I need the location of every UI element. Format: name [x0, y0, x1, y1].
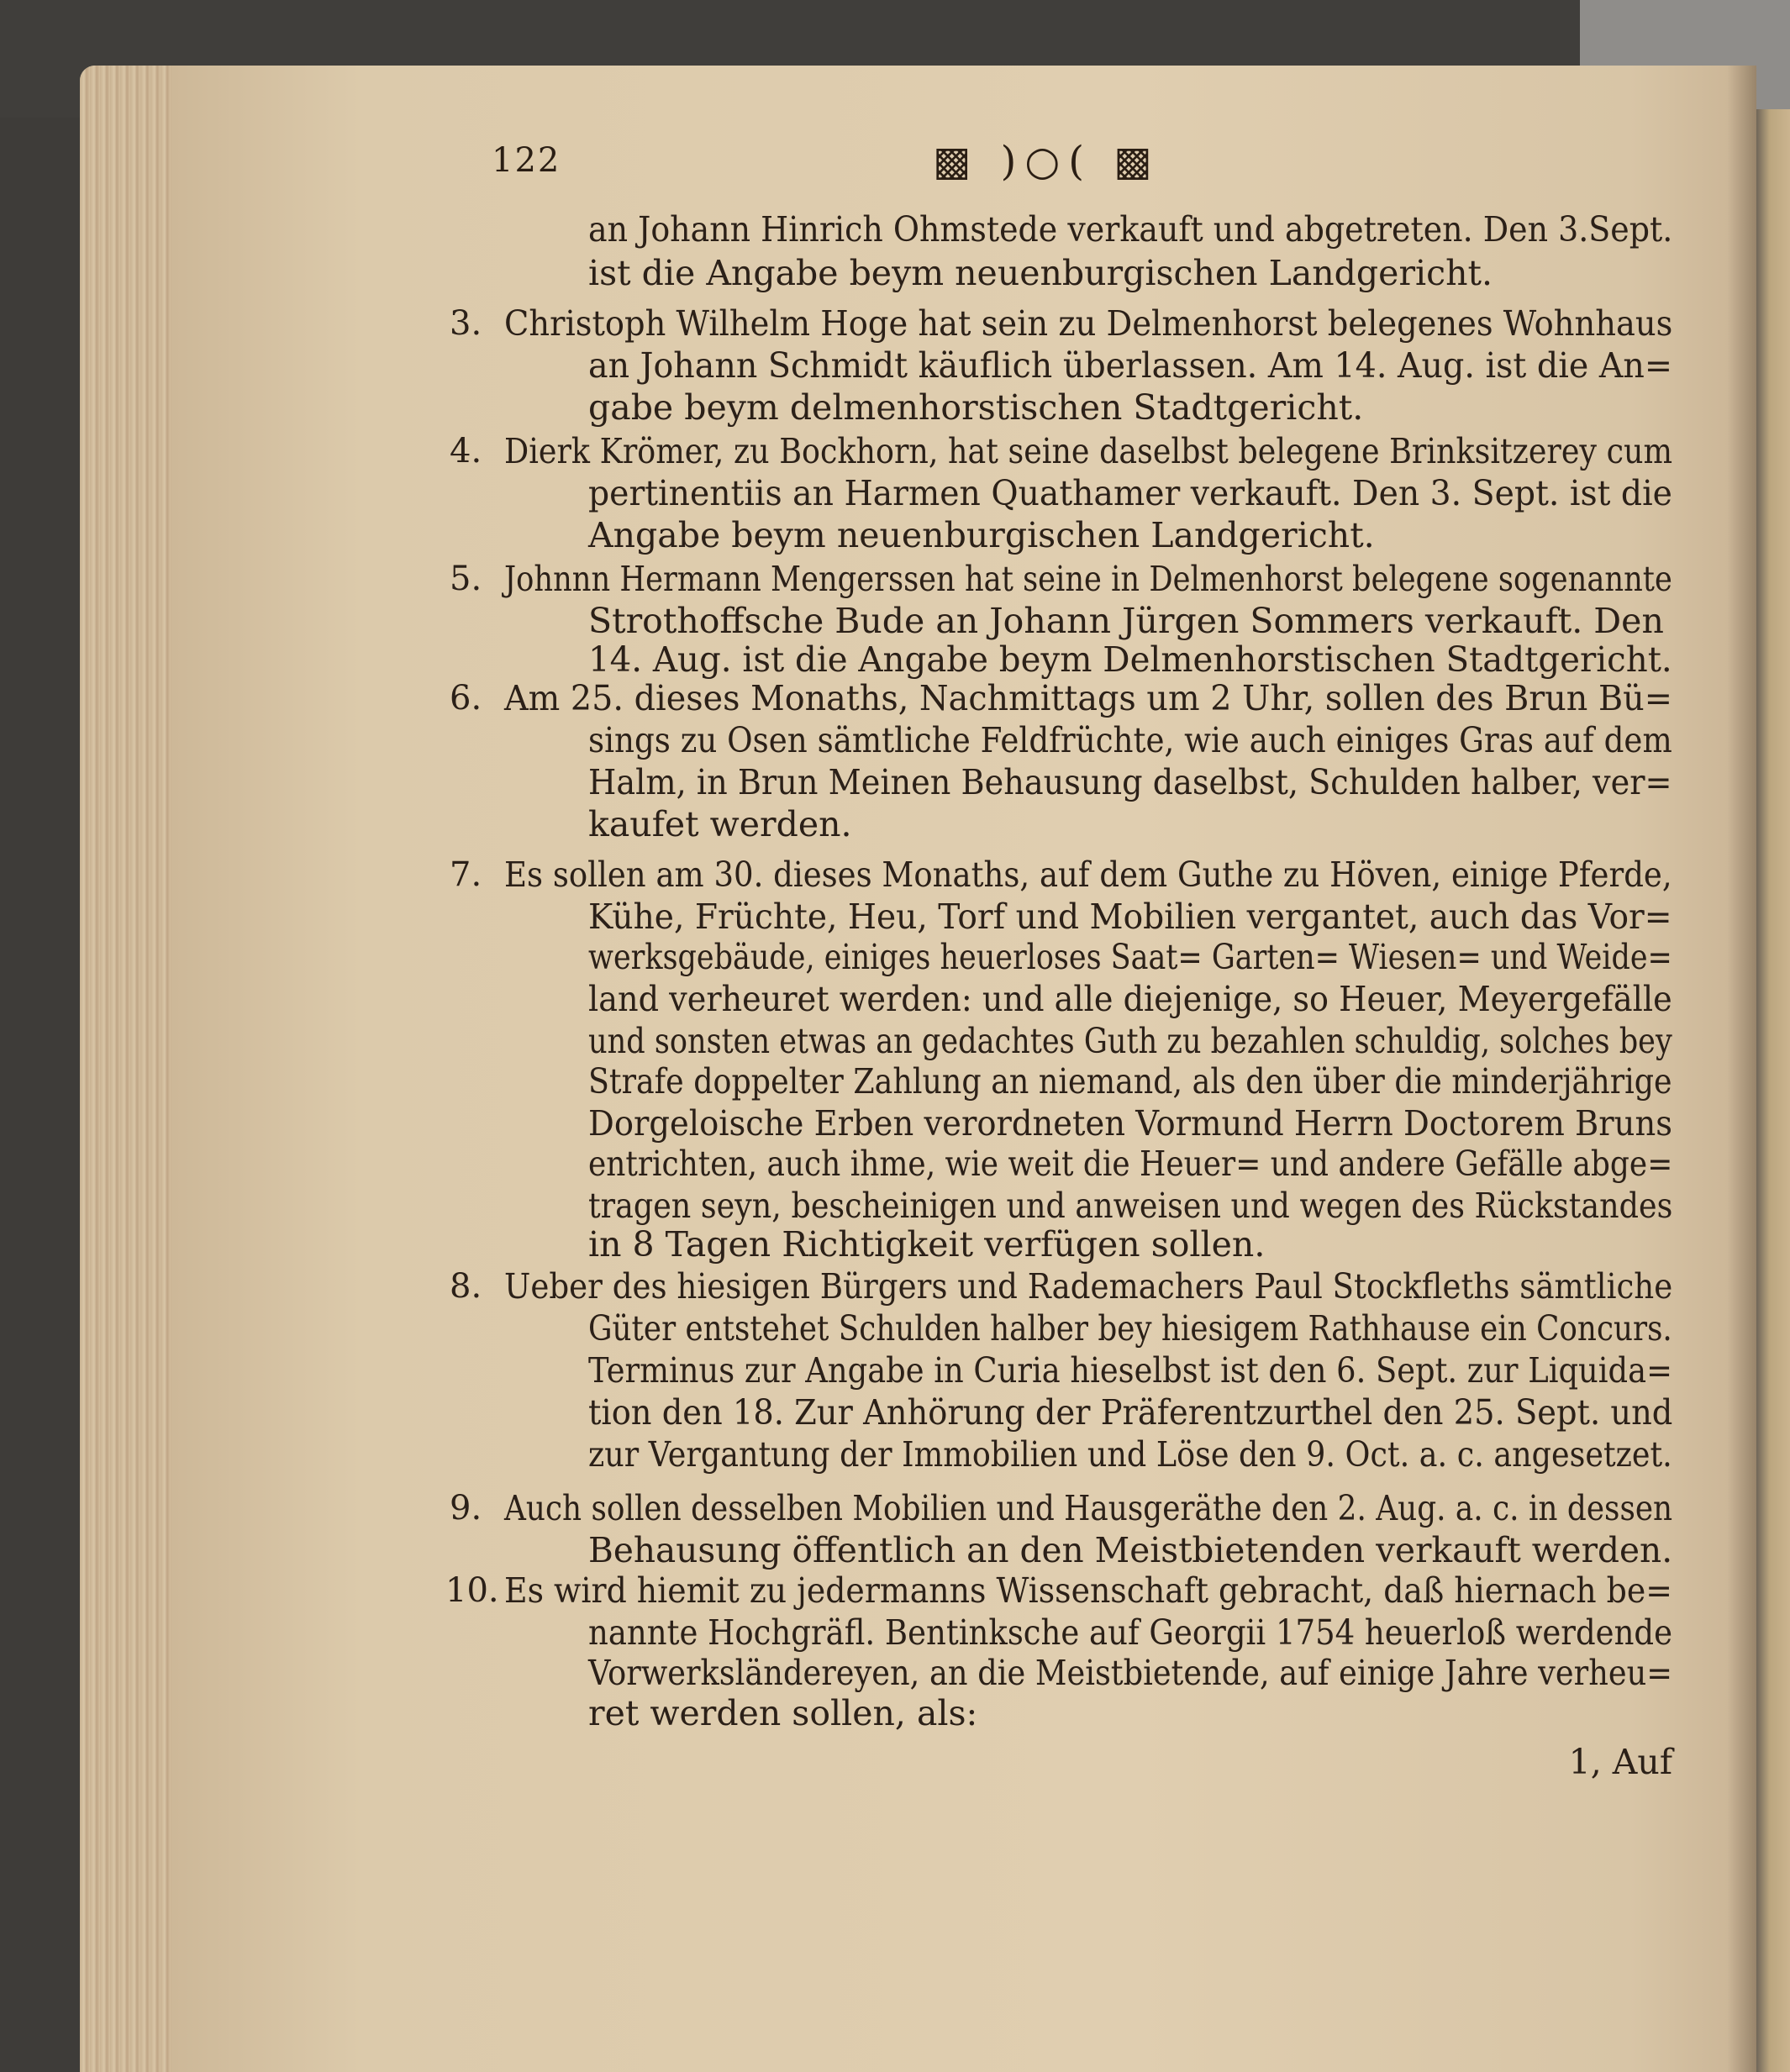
- text-line: Auch sollen desselben Mobilien und Hausgeräthe den 2. Aug. a. c. in dessen: [504, 1488, 1673, 1528]
- item-number: 6.: [450, 679, 482, 718]
- text-line: Ueber des hiesigen Bürgers und Rademachers Paul Stockfleths sämtliche: [504, 1266, 1673, 1307]
- text-line: entrichten, auch ihme, wie weit die Heuer= und andere Gefälle abge=: [588, 1144, 1673, 1184]
- text-line: und sonsten etwas an gedachtes Guth zu bezahlen schuldig, solches bey: [588, 1021, 1672, 1061]
- text-line: 14. Aug. ist die Angabe beym Delmenhorstischen Stadtgericht.: [588, 639, 1672, 680]
- text-line: tragen seyn, bescheinigen und anweisen und wegen des Rückstandes: [588, 1186, 1673, 1226]
- text-line: an Johann Schmidt käuflich überlassen. Am 14. Aug. ist die An=: [588, 345, 1673, 386]
- text-line: ist die Angabe beym neuenburgischen Landgericht.: [588, 253, 1493, 293]
- item-number: 10.: [445, 1571, 499, 1610]
- item-number: 5.: [450, 560, 482, 598]
- catchword: 1, Auf: [1568, 1742, 1672, 1782]
- text-line: Vorwerksländereyen, an die Meistbietende, auf einige Jahre verheu=: [588, 1653, 1673, 1693]
- item-number: 3.: [450, 304, 482, 343]
- text-line: Terminus zur Angabe in Curia hieselbst ist den 6. Sept. zur Liquida=: [588, 1350, 1672, 1391]
- text-line: sings zu Osen sämtliche Feldfrüchte, wie auch einiges Gras auf dem: [588, 720, 1672, 760]
- text-line: Strafe doppelter Zahlung an niemand, als den über die minderjährige: [588, 1061, 1672, 1102]
- text-line: Angabe beym neuenburgischen Landgericht.: [588, 515, 1375, 555]
- item-number: 8.: [450, 1267, 482, 1306]
- text-line: zur Vergantung der Immobilien und Löse den 9. Oct. a. c. angesetzet.: [588, 1434, 1672, 1475]
- text-line: Behausung öffentlich an den Meistbietenden verkauft werden.: [588, 1530, 1673, 1570]
- header-ornament: ▩ )○( ▩: [933, 138, 1161, 185]
- text-line: tion den 18. Zur Anhörung der Präferentzurthel den 25. Sept. und: [588, 1392, 1673, 1433]
- text-line: land verheuret werden: und alle diejenige, so Heuer, Meyergefälle: [588, 979, 1672, 1019]
- text-line: in 8 Tagen Richtigkeit verfügen sollen.: [588, 1224, 1266, 1265]
- text-line: Johnnn Hermann Mengerssen hat seine in Delmenhorst belegene sogenannte: [504, 559, 1672, 599]
- text-line: nannte Hochgräfl. Bentinksche auf Georgii 1754 heuerloß werdende: [588, 1612, 1673, 1653]
- text-line: werksgebäude, einiges heuerloses Saat= Garten= Wiesen= und Weide=: [588, 937, 1672, 977]
- text-line: Es wird hiemit zu jedermanns Wissenschaft gebracht, daß hiernach be=: [504, 1570, 1672, 1611]
- text-line: Halm, in Brun Meinen Behausung daselbst, Schulden halber, ver=: [588, 762, 1672, 802]
- text-line: Christoph Wilhelm Hoge hat sein zu Delmenhorst belegenes Wohnhaus: [504, 303, 1673, 344]
- text-line: pertinentiis an Harmen Quathamer verkauft. Den 3. Sept. ist die: [588, 473, 1672, 513]
- page-number: 122: [492, 141, 561, 180]
- text-line: ret werden sollen, als:: [588, 1693, 978, 1733]
- item-number: 9.: [450, 1489, 482, 1528]
- gutter-shadow: [1727, 66, 1756, 2072]
- text-line: Strothoffsche Bude an Johann Jürgen Sommers verkauft. Den: [588, 601, 1664, 641]
- page-edges: [80, 66, 172, 2072]
- text-line: Dierk Krömer, zu Bockhorn, hat seine daselbst belegene Brinksitzerey cum: [504, 431, 1673, 471]
- text-line: kaufet werden.: [588, 804, 852, 844]
- page-header: [0, 138, 1790, 200]
- text-line: Güter entstehet Schulden halber bey hiesigem Rathhause ein Concurs.: [588, 1308, 1672, 1349]
- text-line: Am 25. dieses Monaths, Nachmittags um 2 Uhr, sollen des Brun Bü=: [504, 678, 1672, 718]
- text-line: Dorgeloische Erben verordneten Vormund Herrn Doctorem Bruns: [588, 1103, 1672, 1144]
- text-line: gabe beym delmenhorstischen Stadtgericht.: [588, 387, 1364, 428]
- text-line: Es sollen am 30. dieses Monaths, auf dem Guthe zu Höven, einige Pferde,: [504, 855, 1672, 895]
- facing-page-edge: [1756, 109, 1790, 2072]
- text-line: Kühe, Früchte, Heu, Torf und Mobilien vergantet, auch das Vor=: [588, 897, 1672, 937]
- item-number: 7.: [450, 855, 482, 894]
- item-number: 4.: [450, 432, 482, 471]
- text-line: an Johann Hinrich Ohmstede verkauft und abgetreten. Den 3.Sept.: [588, 209, 1673, 250]
